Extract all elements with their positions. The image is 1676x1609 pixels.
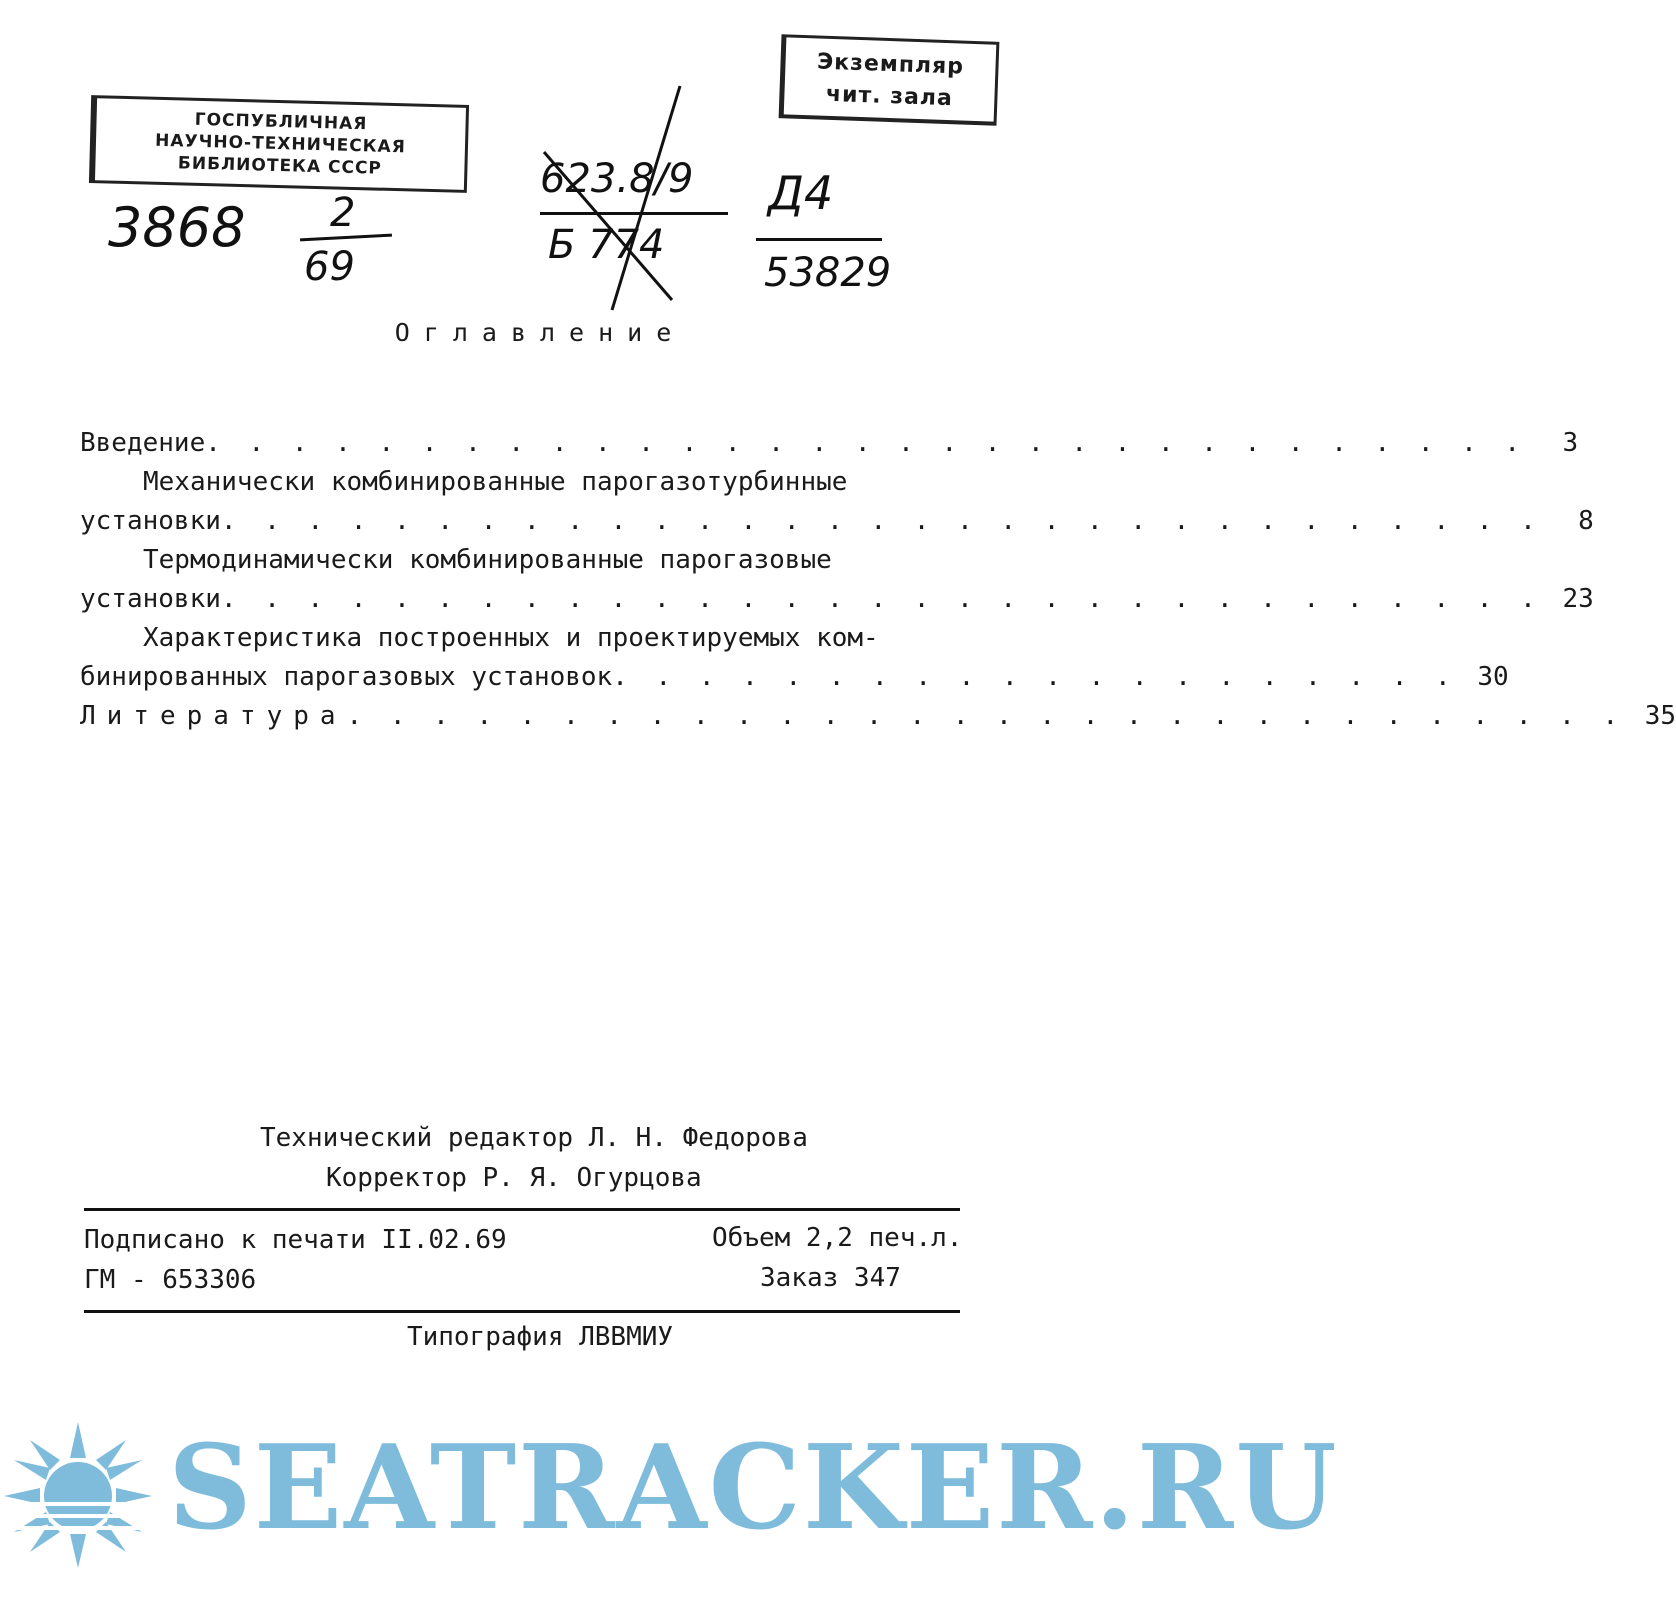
imprint-left [84, 1220, 507, 1300]
toc-leader-dots: . . . . . . . . . . . . . . . . . . . . . . . . . . . . . . . [220, 506, 1542, 536]
toc-leader-dots: . . . . . . . . . . . . . . . . . . . . [612, 662, 1457, 692]
order-number: Заказ 347 [760, 1263, 901, 1293]
print-volume: Объем 2,2 печ.л. [712, 1223, 963, 1253]
toc-entry-thermodynamic-line-1 [80, 545, 960, 584]
toc-entry-text: Характеристика построенных и проектируемых ком- [143, 623, 879, 653]
toc-entry-page: 3 [1562, 428, 1579, 458]
inventory-fraction-top: 2 [330, 190, 356, 236]
toc-entry-text: установки [80, 506, 221, 536]
toc-entry-text: бинированных парогазовых установок [80, 662, 613, 692]
signed-for-print: Подписано к печати II.02.69 [84, 1225, 507, 1255]
toc-entry-introduction [80, 428, 1579, 467]
inventory-number: 3868 [108, 196, 246, 259]
reading-room-stamp [779, 34, 1000, 126]
crossed-code-bottom: Б 774 [548, 222, 665, 268]
toc-entry-text: Литература [80, 701, 347, 731]
toc-entry-page: 23 [1562, 584, 1594, 614]
inventory-fraction-bottom: 69 [304, 244, 355, 290]
shelf-code-top: Д4 [768, 166, 834, 220]
imprint-top-rule [84, 1208, 960, 1211]
toc-entry-text: Введение [80, 428, 206, 458]
technical-editor: Технический редактор Л. Н. Федорова [260, 1123, 808, 1153]
library-stamp-line-1: ГОСПУБЛИЧНАЯ [194, 109, 368, 135]
toc-entry-text: Механически комбинированные парогазотурбинные [143, 467, 848, 497]
toc-entry-page: 30 [1477, 662, 1509, 692]
library-stamp [89, 95, 469, 193]
gm-number: ГМ - 653306 [84, 1265, 257, 1295]
toc-entry-page: 35 [1644, 701, 1676, 731]
toc-leader-dots: . . . . . . . . . . . . . . . . . . . . . . . . . . . . . . . [205, 428, 1527, 458]
toc-entry-page: 8 [1578, 506, 1594, 536]
watermark-text: SEATRACKER.RU [168, 1420, 1339, 1556]
toc-entry-characteristics-line-2 [80, 662, 1509, 701]
crossed-code-top: 623.8/9 [540, 156, 694, 202]
toc-entry-mechanical-line-1 [80, 467, 960, 506]
cross-out-mark [530, 80, 700, 320]
toc-leader-dots: . . . . . . . . . . . . . . . . . . . . . . . . . . . . . . [346, 701, 1625, 731]
credits [260, 1118, 808, 1198]
library-stamp-line-2: НАУЧНО-ТЕХНИЧЕСКАЯ [154, 130, 407, 158]
toc-entry-literature [80, 701, 1676, 740]
library-stamp-line-3: БИБЛИОТЕКА СССР [177, 153, 383, 179]
shelf-code-bottom: 53829 [764, 250, 892, 296]
toc-entry-mechanical-line-2 [80, 506, 1594, 545]
table-of-contents [80, 428, 1676, 740]
corrector: Корректор Р. Я. Огурцова [326, 1163, 702, 1193]
toc-leader-dots: . . . . . . . . . . . . . . . . . . . . . . . . . . . . . . . [220, 584, 1542, 614]
toc-title: Оглавление [394, 318, 686, 347]
shelf-code-rule [756, 238, 882, 241]
toc-entry-characteristics-line-1 [80, 623, 960, 662]
toc-entry-thermodynamic-line-2 [80, 584, 1594, 623]
reading-room-stamp-line-1: Экземпляр [816, 49, 965, 80]
toc-entry-text: установки [80, 584, 221, 614]
sun-logo-icon [0, 1418, 160, 1568]
printing-house: Типография ЛВВМИУ [406, 1322, 674, 1352]
imprint-right [712, 1218, 962, 1298]
imprint-bottom-rule [84, 1310, 960, 1313]
toc-entry-text: Термодинамически комбинированные парогазовые [143, 545, 832, 575]
reading-room-stamp-line-2: чит. зала [825, 81, 954, 112]
